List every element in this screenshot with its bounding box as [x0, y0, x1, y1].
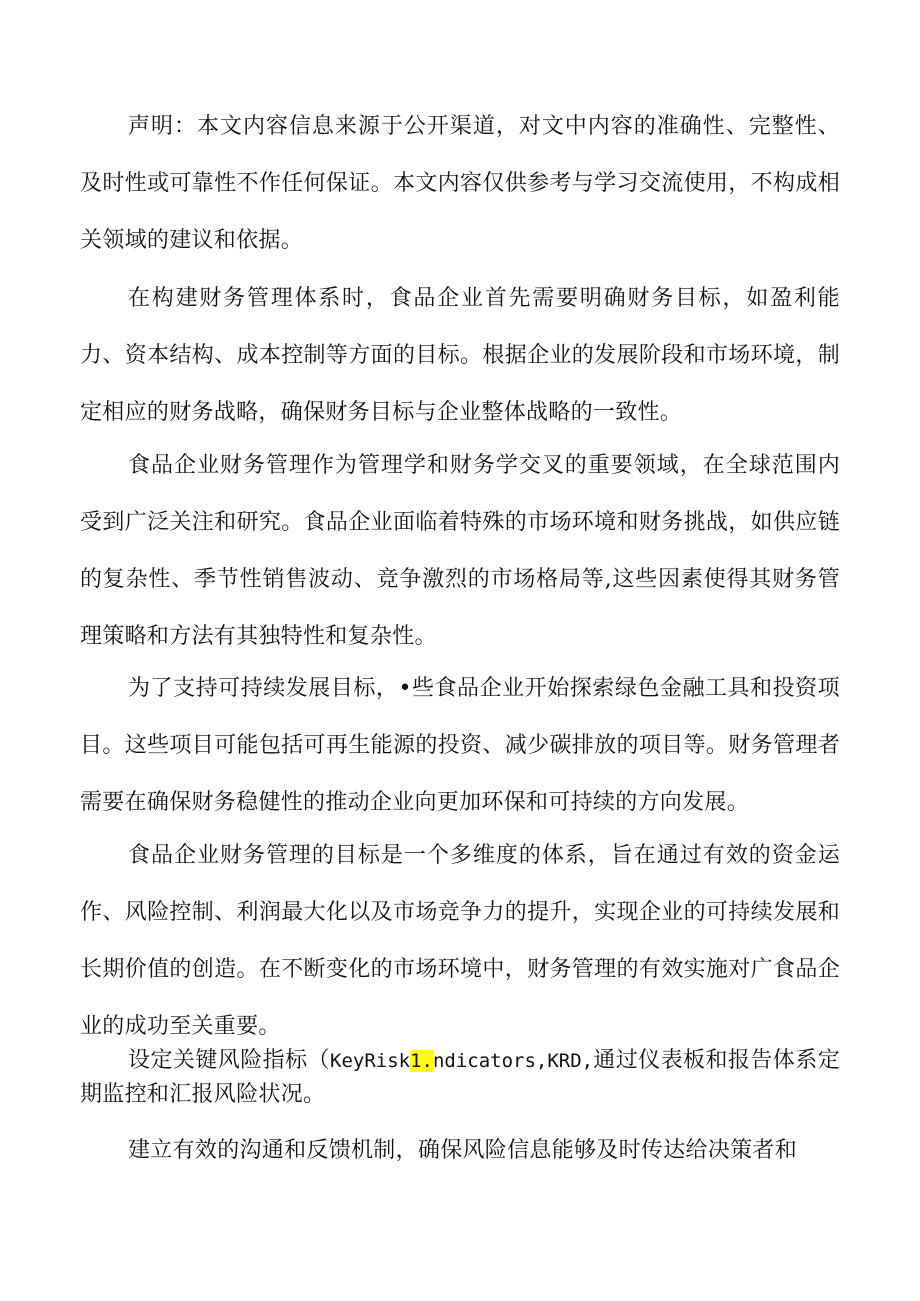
- highlighted-text: 1.: [410, 1050, 433, 1072]
- paragraph-financial-management-field: 食品企业财务管理作为管理学和财务学交叉的重要领域，在全球范围内受到广泛关注和研究。食品企业面临着特殊的市场环境和财务挑战，如供应链的复杂性、季节性销售波动、竞争激烈的市场格局等,这些因素使得其财务管理策略和方法有其独特性和复杂性。: [80, 453, 840, 649]
- kri-term-end: ndicators,KRD,: [432, 1050, 594, 1072]
- disclaimer-paragraph: 声明：本文内容信息来源于公开渠道，对文中内容的准确性、完整性、及时性或可靠性不作任何保证。本文内容仅供参考与学习交流使用，不构成相关领域的建议和依据。: [80, 114, 840, 253]
- kri-suffix: 通过仪表板和报告体系定期监控和汇报风险状况。: [80, 1048, 840, 1107]
- paragraph-communication-mechanism: 建立有效的沟通和反馈机制，确保风险信息能够及时传达给决策者和: [128, 1138, 798, 1163]
- paragraph-financial-system: 在构建财务管理体系时，食品企业首先需要明确财务目标，如盈利能力、资本结构、成本控制等方面的目标。根据企业的发展阶段和市场环境，制定相应的财务战略，确保财务目标与企业整体战略的一致性。: [80, 286, 840, 425]
- paragraph-sustainable-development: 为了支持可持续发展目标，•些食品企业开始探索绿色金融工具和投资项目。这些项目可能包括可再生能源的投资、减少碳排放的项目等。财务管理者需要在确保财务稳健性的推动企业向更加环保和可持续的方向发展。: [80, 676, 840, 815]
- kri-prefix: 设定关键风险指标（: [128, 1048, 330, 1073]
- kri-term-start: KeyRisk: [330, 1050, 411, 1072]
- paragraph-management-goals: 食品企业财务管理的目标是一个多维度的体系，旨在通过有效的资金运作、风险控制、利润最大化以及市场竞争力的提升，实现企业的可持续发展和长期价值的创造。在不断变化的市场环境中，财务管理的有效实施对广食品企业的成功至关重要。: [80, 843, 840, 1039]
- paragraph-key-risk-indicators: [80, 1044, 840, 1112]
